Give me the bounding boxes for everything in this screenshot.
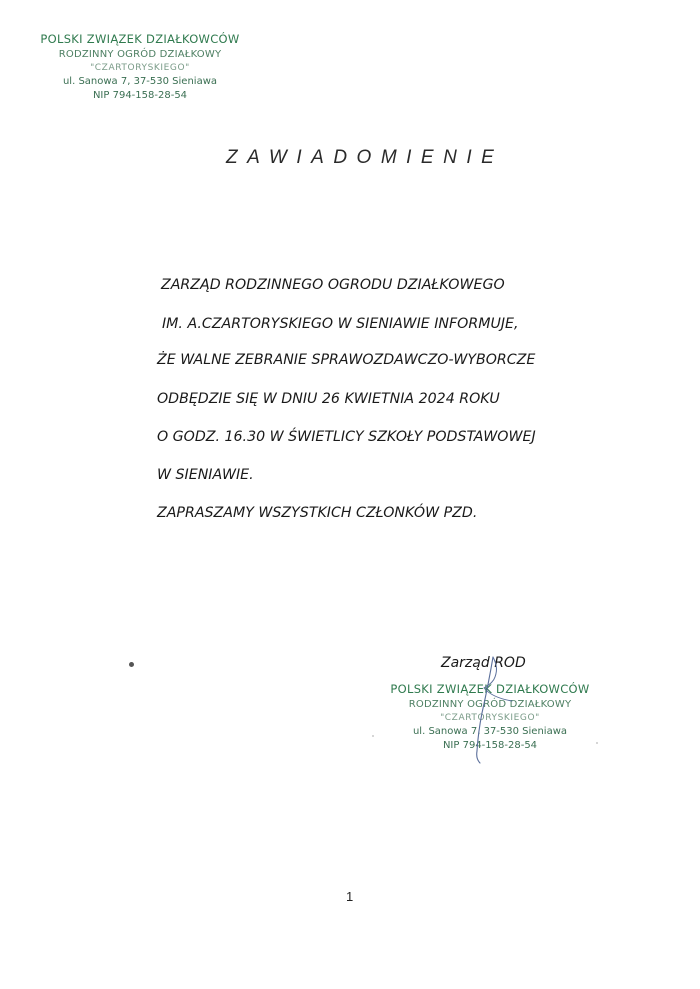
scan-speck	[596, 742, 598, 744]
body-line: IM. A.CZARTORYSKIEGO W SIENIAWIE INFORMUJE,	[162, 316, 519, 332]
stamp-org-name: POLSKI ZWIĄZEK DZIAŁKOWCÓW	[40, 32, 240, 46]
stamp-org-unit: RODZINNY OGRÓD DZIAŁKOWY	[58, 48, 222, 60]
page-number: 1	[346, 889, 354, 904]
document-title: ZAWIADOMIENIE	[226, 147, 504, 168]
handwritten-signature	[460, 655, 520, 765]
stamp-nip: NIP 794-158-28-54	[92, 89, 188, 101]
body-line: ŻE WALNE ZEBRANIE SPRAWOZDAWCZO-WYBORCZE	[157, 352, 536, 368]
body-line: O GODZ. 16.30 W ŚWIETLICY SZKOŁY PODSTAWOWEJ	[157, 429, 536, 445]
stamp-org-patron: "CZARTORYSKIEGO"	[90, 62, 190, 73]
bullet-mark	[129, 662, 134, 667]
signature-label: Zarząd ROD	[441, 655, 526, 671]
stamp-address: ul. Sanowa 7, 37-530 Sieniawa	[412, 725, 568, 737]
body-line: ODBĘDZIE SIĘ W DNIU 26 KWIETNIA 2024 ROKU	[157, 391, 500, 407]
stamp-address: ul. Sanowa 7, 37-530 Sieniawa	[62, 75, 218, 87]
stamp-org-unit: RODZINNY OGRÓD DZIAŁKOWY	[408, 698, 572, 710]
organization-stamp-top	[40, 34, 240, 101]
body-line: ZARZĄD RODZINNEGO OGRODU DZIAŁKOWEGO	[161, 277, 505, 293]
stamp-org-name: POLSKI ZWIĄZEK DZIAŁKOWCÓW	[390, 682, 590, 696]
body-line: W SIENIAWIE.	[157, 467, 254, 483]
stamp-org-patron: "CZARTORYSKIEGO"	[440, 712, 540, 723]
closing-line: ZAPRASZAMY WSZYSTKICH CZŁONKÓW PZD.	[157, 505, 478, 521]
stamp-nip: NIP 794-158-28-54	[442, 739, 538, 751]
scan-speck	[372, 735, 374, 737]
